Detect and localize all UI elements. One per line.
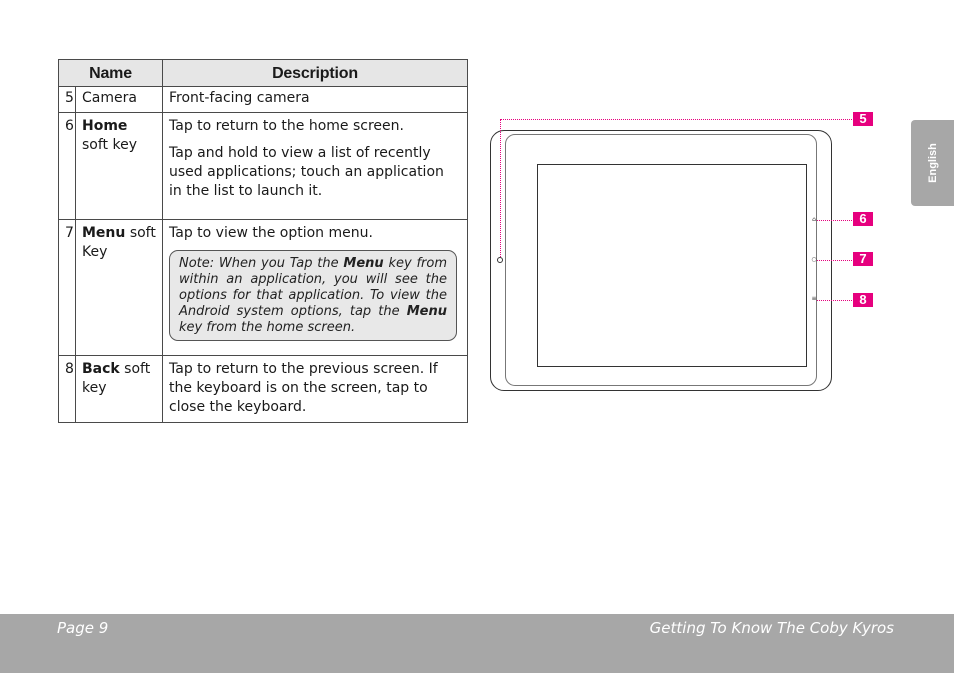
row-name (76, 356, 163, 423)
page-number: Page 9 (57, 619, 109, 637)
back-icon: ≡ (811, 295, 817, 302)
home-icon: ⌂ (812, 216, 816, 223)
row-description (163, 220, 468, 356)
controls-table (58, 59, 468, 423)
menu-icon: ○ (811, 256, 817, 263)
description-text: Tap to return to the home screen. (169, 118, 404, 134)
leader-line-6 (817, 220, 852, 221)
row-name-bold: Home (82, 118, 128, 134)
row-name-bold: Back (82, 361, 120, 377)
table-row (59, 220, 468, 356)
row-description (163, 356, 468, 423)
leader-line-8 (817, 300, 852, 301)
table-row (59, 356, 468, 423)
row-name-rest: soft key (82, 361, 151, 396)
row-name (76, 87, 163, 113)
note-text: Note: When you Tap the (179, 256, 344, 271)
row-number: 8 (59, 356, 76, 423)
description-text: Tap to return to the previous screen. If the keyboard is on the screen, tap to close the keyboard. (169, 361, 438, 415)
row-number: 7 (59, 220, 76, 356)
tablet-body (490, 130, 832, 391)
callout-6: 6 (853, 212, 873, 226)
leader-line-5-vertical (500, 119, 501, 257)
table-row (59, 113, 468, 220)
header-name: Name (59, 60, 163, 87)
leader-line-7 (817, 260, 852, 261)
note-keyword: Menu (343, 256, 384, 271)
callout-8: 8 (853, 293, 873, 307)
tablet-bezel (505, 134, 817, 386)
note-keyword: Menu (406, 304, 447, 319)
page-footer (0, 614, 954, 673)
table-row (59, 87, 468, 113)
row-description (163, 113, 468, 220)
table-header-row (59, 60, 468, 87)
note-text: key from the home screen. (179, 320, 356, 335)
note-text: key from within an application, you will see the options for that application. To view the Android system options, tap the (179, 256, 447, 319)
leader-line-5 (500, 119, 852, 120)
language-tab (911, 120, 954, 206)
tablet-screen (537, 164, 807, 367)
row-number: 6 (59, 113, 76, 220)
callout-5: 5 (853, 112, 873, 126)
description-text: Front-facing camera (169, 90, 310, 106)
row-name-rest: Camera (82, 90, 137, 106)
header-description: Description (163, 60, 468, 87)
row-name-bold: Menu (82, 225, 126, 241)
row-number: 5 (59, 87, 76, 113)
tablet-diagram (480, 100, 900, 400)
note-box (169, 250, 457, 341)
callout-7: 7 (853, 252, 873, 266)
row-name-rest: soft Key (82, 225, 156, 260)
row-name-rest: soft key (82, 137, 137, 153)
language-label: English (926, 143, 939, 183)
row-name (76, 220, 163, 356)
camera-icon (497, 257, 503, 263)
row-name (76, 113, 163, 220)
description-text: Tap and hold to view a list of recently used applications; touch an application in the list to launch it. (169, 145, 444, 199)
chapter-title: Getting To Know The Coby Kyros (649, 619, 894, 637)
description-text: Tap to view the option menu. (169, 225, 373, 241)
row-description (163, 87, 468, 113)
